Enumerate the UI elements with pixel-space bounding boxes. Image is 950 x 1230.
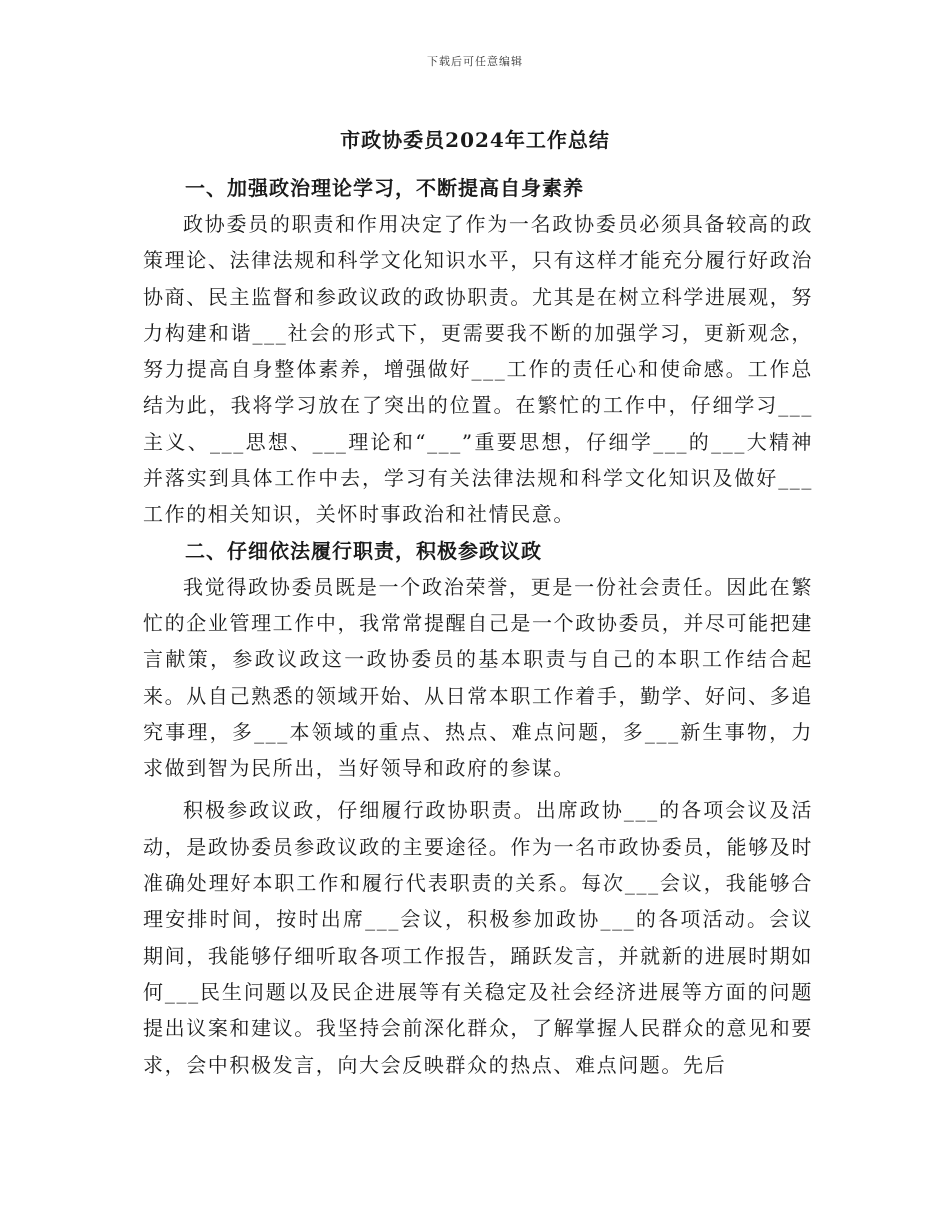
document-body [143,170,813,1083]
section-heading: 二、仔细依法履行职责，积极参政议政 [185,538,542,563]
body-paragraph: 积极参政议政，仔细履行政协职责。出席政协___的各项会议及活动，是政协委员参政议政的主要途径。作为一名市政协委员，能够及时准确处理好本职工作和履行代表职责的关系。每次___会议，我能够合理安排时间，按时出席___会议，积极参加政协___的各项活动。会议期间，我能够仔细听取各项工作报告，踊跃发言，并就新的进展时期如何___民生问题以及民企进展等有关稳定及社会经济进展等方面的问题提出议案和建议。我坚持会前深化群众，了解掌握人民群众的意见和要求，会中积极发言，向大会反映群众的热点、难点问题。先后 [143,798,813,1077]
section-2 [143,533,813,1083]
body-paragraph: 政协委员的职责和作用决定了作为一名政协委员必须具备较高的政策理论、法律法规和科学文化知识水平，只有这样才能充分履行好政治协商、民主监督和参政议政的政协职责。尤其是在树立科学进展观，努力构建和谐___社会的形式下，更需要我不断的加强学习，更新观念，努力提高自身整体素养，增强做好___工作的责任心和使命感。工作总结为此，我将学习放在了突出的位置。在繁忙的工作中，仔细学习___主义、___思想、___理论和“___”重要思想，仔细学___的___大精神并落实到具体工作中去，学习有关法律法规和科学文化知识及做好___工作的相关知识，关怀时事政治和社情民意。 [143,212,813,527]
page-header-note: 下载后可任意编辑 [427,55,523,68]
section-heading: 一、加强政治理论学习，不断提高自身素养 [185,176,584,200]
section-1 [143,170,813,533]
document-title: 市政协委员2024年工作总结 [340,128,610,152]
body-paragraph: 我觉得政协委员既是一个政治荣誉，更是一份社会责任。因此在繁忙的企业管理工作中，我常常提醒自己是一个政协委员，并尽可能把建言献策，参政议政这一政协委员的基本职责与自己的本职工作结合起来。从自己熟悉的领域开始、从日常本职工作着手，勤学、好问、多追究事理，多___本领域的重点、热点、难点问题，多___新生事物，力求做到智为民所出，当好领导和政府的参谋。 [143,574,813,781]
